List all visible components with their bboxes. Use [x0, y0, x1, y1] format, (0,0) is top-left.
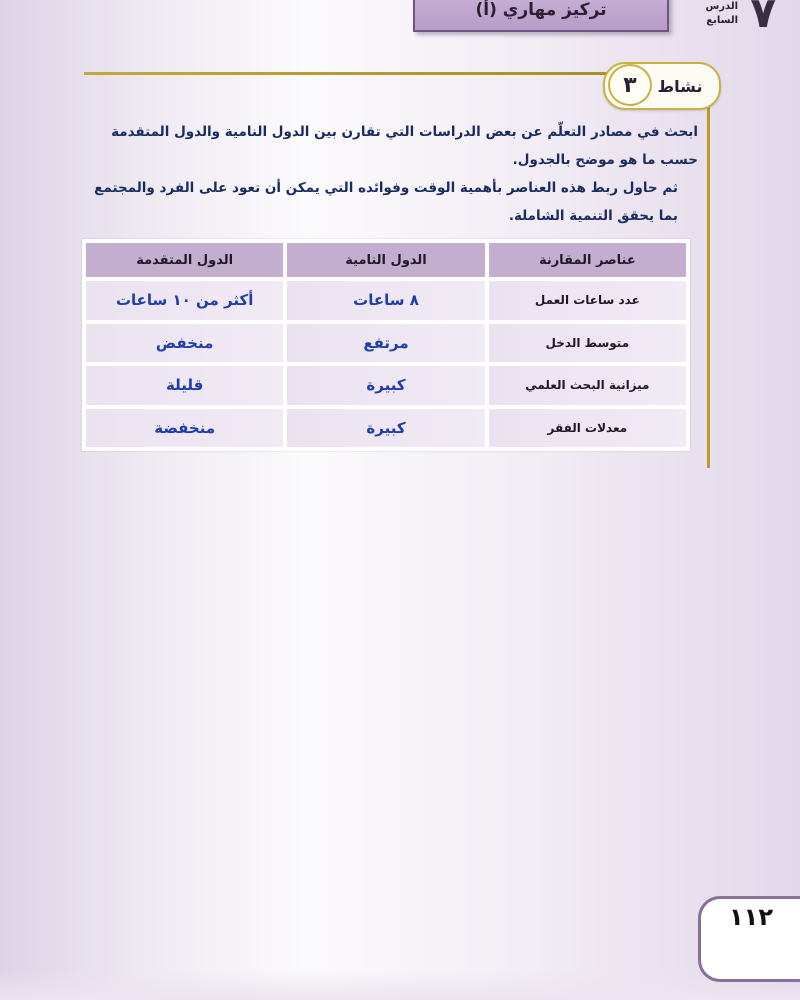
- activity-side-rule: [707, 102, 710, 468]
- activity-number: ٣: [608, 64, 652, 106]
- column-header-developed: الدول المتقدمة: [86, 243, 283, 277]
- activity-top-rule: [84, 72, 614, 75]
- row-label: متوسط الدخل: [489, 324, 686, 363]
- developed-value: قليلة: [86, 366, 283, 405]
- table-row: [86, 324, 686, 363]
- instruction-paragraph-1: ابحث في مصادر التعلّم عن بعض الدراسات التي تقارن بين الدول النامية والدول المتقدمة حسب ما هو موضح بالجدول.: [111, 124, 698, 168]
- lesson-number: ٧: [750, 0, 776, 37]
- table-row: [86, 366, 686, 405]
- lesson-label: [678, 0, 738, 28]
- developing-value: ٨ ساعات: [287, 281, 484, 320]
- activity-instructions: [90, 118, 698, 230]
- developing-value: كبيرة: [287, 409, 484, 448]
- column-header-elements: عناصر المقارنة: [489, 243, 686, 277]
- row-label: عدد ساعات العمل: [489, 281, 686, 320]
- page-number: ١١٢: [729, 903, 773, 931]
- developed-value: أكثر من ١٠ ساعات: [86, 281, 283, 320]
- lesson-label-word: الدرس: [705, 1, 738, 12]
- instruction-paragraph-2: ثم حاول ربط هذه العناصر بأهمية الوقت وفوائده التي يمكن أن تعود على الفرد والمجتمع بما يحقق التنمية الشاملة.: [94, 180, 678, 224]
- row-label: ميزانية البحث العلمي: [489, 366, 686, 405]
- column-header-developing: الدول النامية: [287, 243, 484, 277]
- developing-value: مرتفع: [287, 324, 484, 363]
- table-header-row: [86, 243, 686, 277]
- developing-value: كبيرة: [287, 366, 484, 405]
- lesson-title-tab: [413, 0, 669, 32]
- lesson-label-ordinal: السابع: [706, 15, 738, 26]
- developed-value: منخفضة: [86, 409, 283, 448]
- activity-label: نشاط: [657, 77, 703, 96]
- lesson-title: تركيز مهاري (أ): [475, 0, 607, 20]
- developed-value: منخفض: [86, 324, 283, 363]
- page-bottom-fade: [0, 970, 800, 1000]
- table-row: [86, 281, 686, 320]
- row-label: معدلات الفقر: [489, 409, 686, 448]
- table-row: [86, 409, 686, 448]
- comparison-table: [82, 239, 690, 451]
